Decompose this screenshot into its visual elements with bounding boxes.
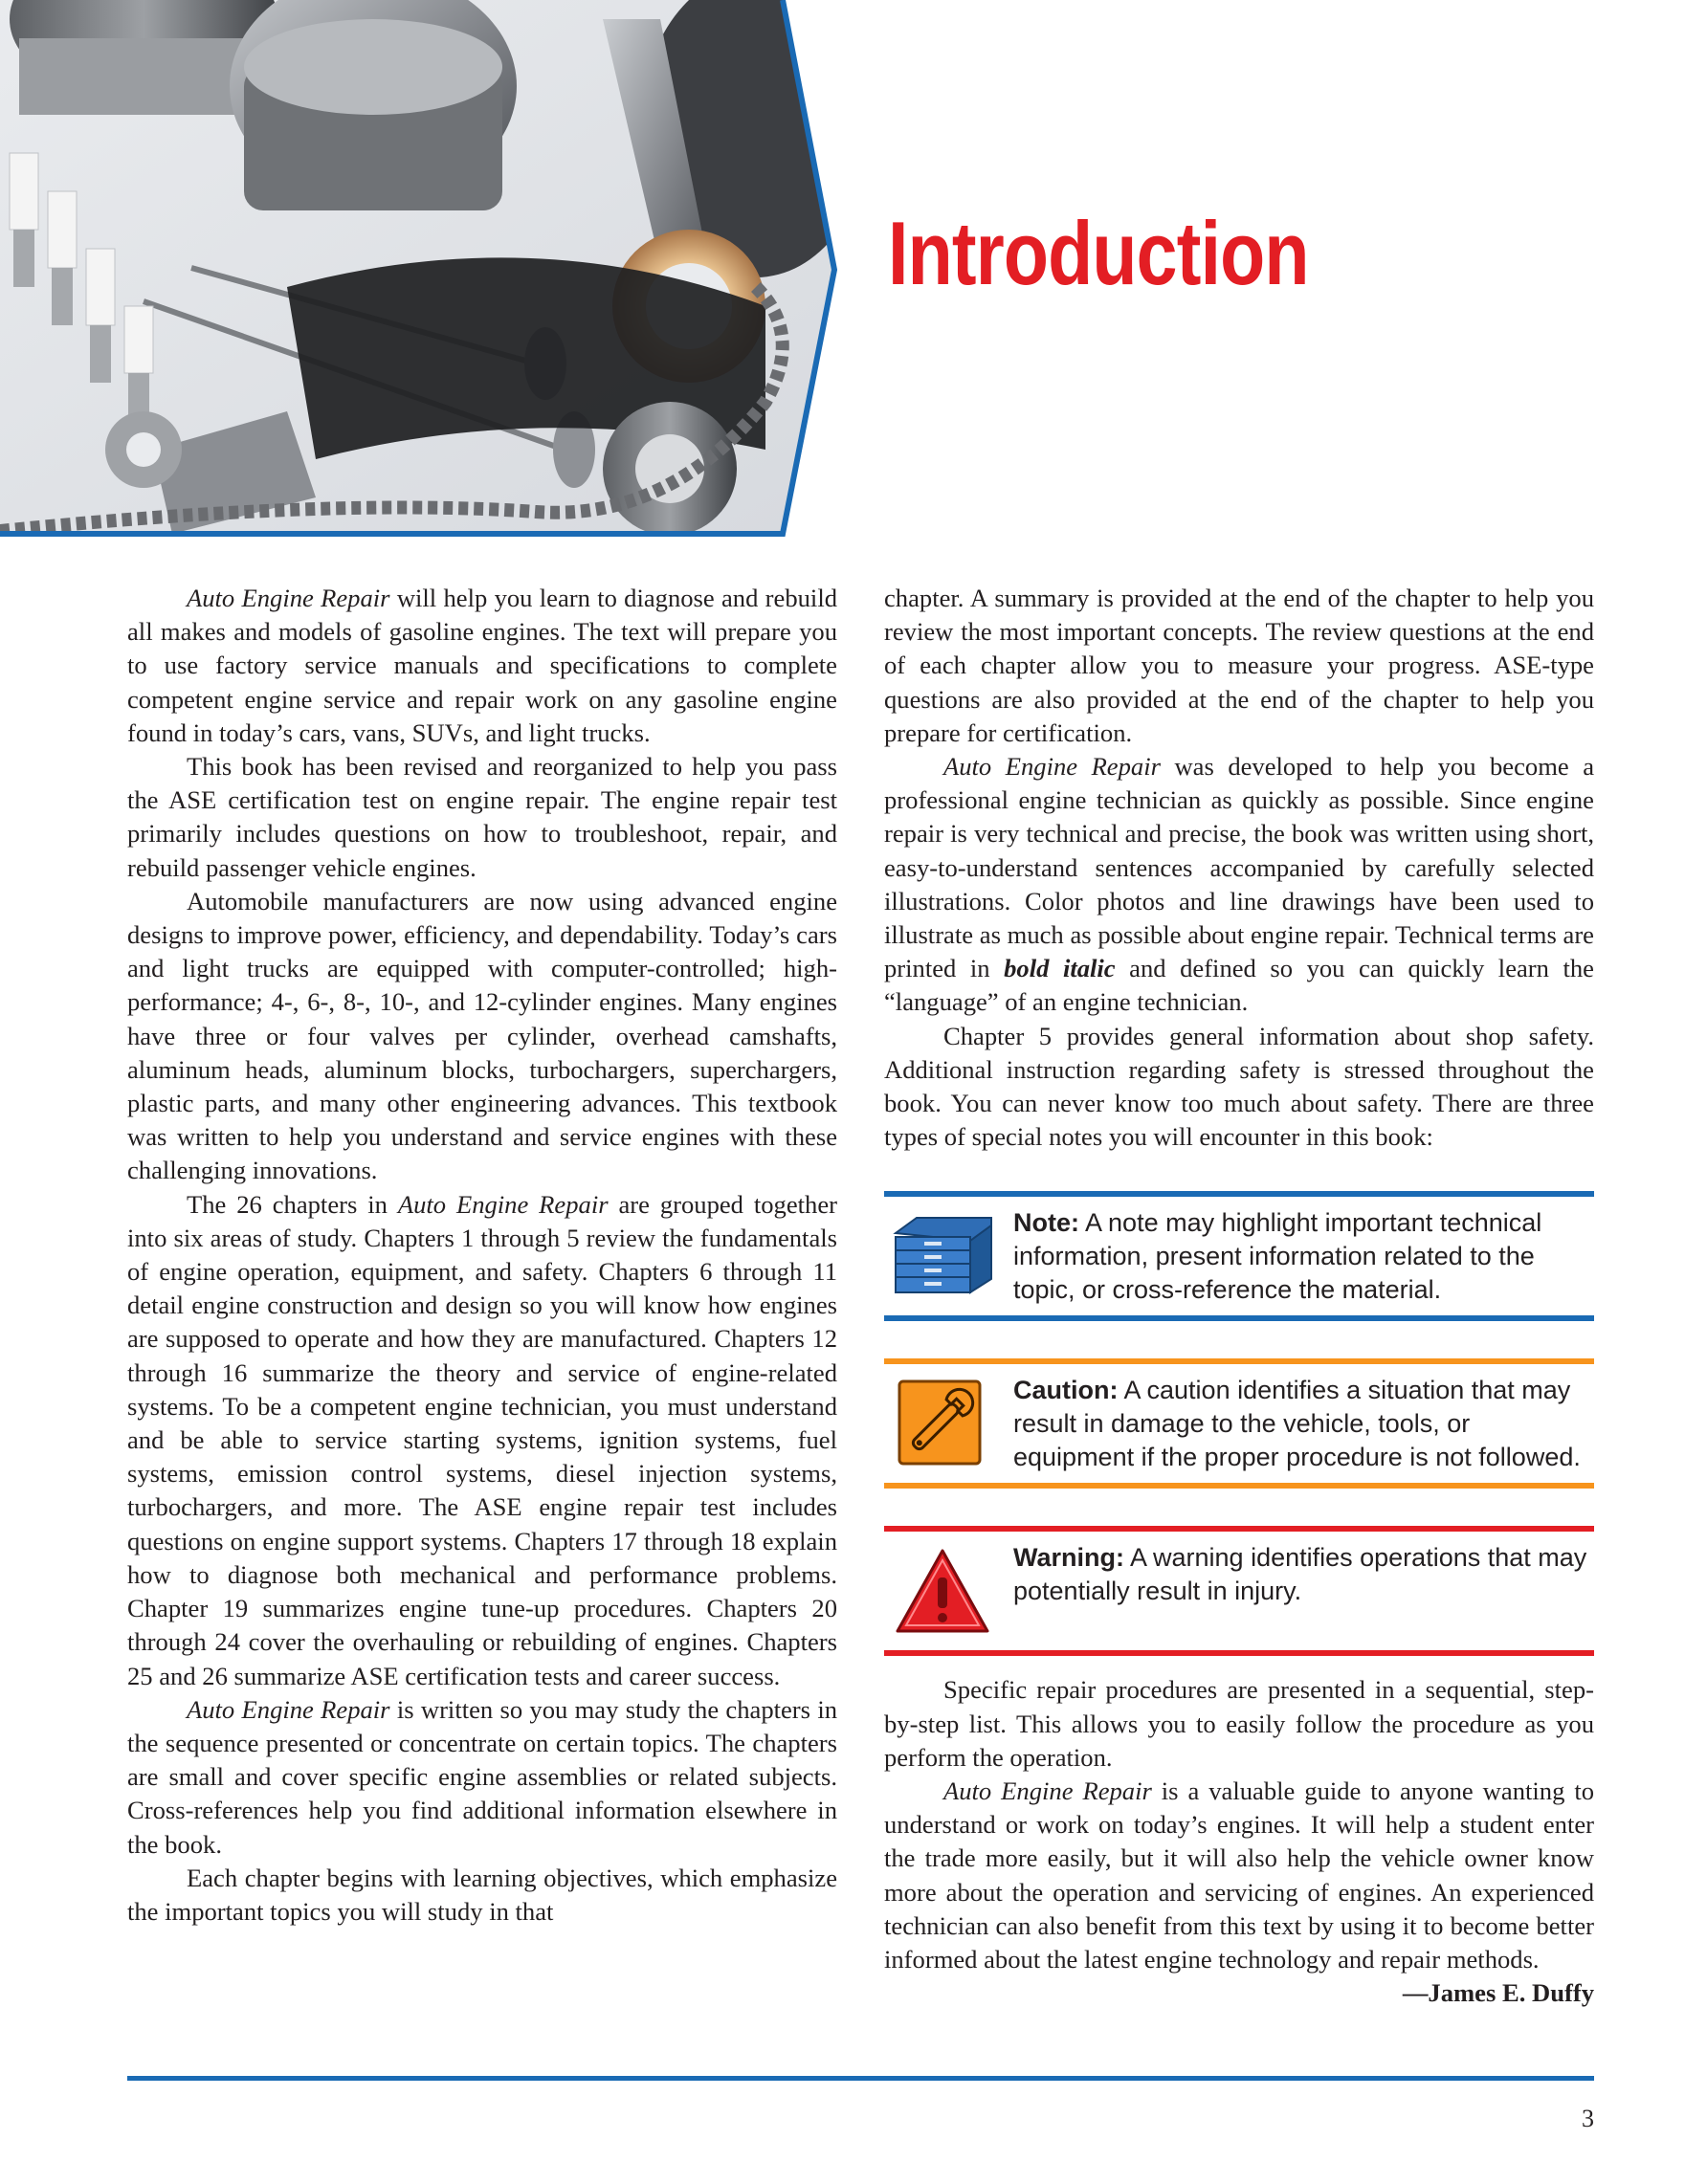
warning-bottom-rule	[884, 1650, 1594, 1656]
paragraph: Each chapter begins with learning objectives, which emphasize the important topics you will study in that	[127, 1863, 837, 1926]
page-number: 3	[1582, 2105, 1594, 2132]
paragraph: Specific repair procedures are presented in a sequential, step-by-step list. This allows you to easily follow the procedure as you perform the operation.	[884, 1675, 1594, 1772]
warning-label: Warning:	[1013, 1543, 1124, 1573]
book-title: Auto Engine Repair	[943, 752, 1161, 782]
caution-label: Caution:	[1013, 1376, 1119, 1405]
book-title: Auto Engine Repair	[187, 1694, 390, 1724]
left-column	[127, 582, 837, 1929]
warning-description: A warning identifies operations that may potentially result in injury.	[1013, 1543, 1587, 1606]
caution-box	[884, 1358, 1594, 1489]
warning-text	[1013, 1541, 1597, 1608]
page-title: Introduction	[888, 203, 1309, 303]
warning-triangle-icon	[888, 1547, 997, 1635]
wrench-icon	[888, 1379, 997, 1467]
footer-rule	[127, 2076, 1594, 2081]
paragraph: chapter. A summary is provided at the end of the chapter to help you review the most important concepts. The review questions at the end of each chapter allow you to measure your progress. ASE-type questions are also provided at the end of the chapter to help you prepare for certification.	[884, 584, 1594, 747]
paragraph	[127, 1188, 837, 1693]
caution-text	[1013, 1374, 1597, 1474]
note-label: Note:	[1013, 1208, 1079, 1238]
toolbox-icon	[888, 1212, 997, 1300]
paragraph-text: The 26 chapters in	[187, 1189, 398, 1219]
paragraph	[884, 750, 1594, 1020]
paragraph-text: are grouped together into six areas of study. Chapters 1 through 5 review the fundamentals of engine operation, equipment, and safety. Chapters 6 through 11 detail engine construction and design so you will know how engines are supposed to operate and how they are manufactured. Chapters 12 through 16 summarize the theory and service of engine-related systems. To be a competent engine technician, you must understand and be able to service starting systems, ignition systems, fuel systems, emission control systems, diesel injection systems, turbochargers, and more. The ASE engine repair test includes questions on engine support systems. Chapters 17 through 18 explain how to diagnose both mechanical and performance problems. Chapter 19 summarizes engine tune-up procedures. Chapters 20 through 24 cover the overhauling or rebuilding of engines. Chapters 25 and 26 summarize ASE certification tests and career success.	[127, 1189, 837, 1690]
paragraph: Chapter 5 provides general information about shop safety. Additional instruction regarding safety is stressed throughout the book. You can never know too much about safety. There are three types of special notes you will encounter in this book:	[884, 1021, 1594, 1152]
paragraph: This book has been revised and reorganized to help you pass the ASE certification test on engine repair. The engine repair test primarily includes questions on how to troubleshoot, repair, and rebuild passenger vehicle engines.	[127, 752, 837, 882]
right-column	[884, 582, 1594, 2010]
paragraph-text: will help you learn to diagnose and rebuild all makes and models of gasoline engines. The text will prepare you to use factory service manuals and specifications to complete competent engine service and repair work on any gasoline engine found in today’s cars, vans, SUVs, and light trucks.	[127, 584, 838, 747]
hero-engine-parts-image	[0, 0, 861, 540]
bold-italic-sample: bold italic	[1004, 954, 1116, 983]
paragraph-text: is written so you may study the chapters in the sequence presented or concentrate on certain topics. The chapters are small and cover specific engine assemblies or related subjects. Cross-references help you find additional information elsewhere in the book.	[127, 1694, 837, 1859]
note-description: A note may highlight important technical information, present information related to the topic, or cross-reference the material.	[1013, 1208, 1542, 1305]
note-bottom-rule	[884, 1315, 1594, 1321]
book-title: Auto Engine Repair	[397, 1189, 609, 1219]
paragraph	[884, 1775, 1594, 1976]
warning-box	[884, 1526, 1594, 1656]
book-title: Auto Engine Repair	[943, 1776, 1152, 1806]
paragraph-text: and defined so you can quickly learn the “language” of an engine technician.	[884, 954, 1594, 1017]
author-signature: —James E. Duffy	[1402, 1978, 1594, 2008]
caution-description: A caution identifies a situation that may result in damage to the vehicle, tools, or equipment if the proper procedure is not followed.	[1013, 1376, 1581, 1472]
paragraph-text: is a valuable guide to anyone wanting to understand or work on today’s engines. It will help a student enter the trade more easily, but it will also help the vehicle owner know more about the operation and servicing of engines. An experienced technician can also benefit from this text by using it to become better informed about the latest engine technology and repair methods.	[884, 1776, 1595, 1974]
paragraph	[127, 582, 837, 750]
note-box	[884, 1191, 1594, 1321]
note-text	[1013, 1206, 1597, 1307]
paragraph-text: was developed to help you become a professional engine technician as quickly as possible. Since engine repair is very technical and precise, the book was written using short, easy-to-understand sentences accompanied by carefully selected illustrations. Color photos and line drawings have been used to illustrate as much as possible about engine repair. Technical terms are printed in	[884, 752, 1594, 983]
book-title: Auto Engine Repair	[187, 584, 390, 612]
paragraph: Automobile manufacturers are now using advanced engine designs to improve power, efficiency, and dependability. Today’s cars and light trucks are equipped with computer-controlled; high-performance; 4-, 6-, 8-, 10-, and 12-cylinder engines. Many engines have three or four valves per cylinder, overhead camshafts, aluminum heads, aluminum blocks, turbochargers, superchargers, plastic parts, and many other engineering advances. This textbook was written to help you understand and service engines with these challenging innovations.	[127, 886, 837, 1185]
paragraph	[127, 1693, 837, 1862]
caution-bottom-rule	[884, 1483, 1594, 1489]
